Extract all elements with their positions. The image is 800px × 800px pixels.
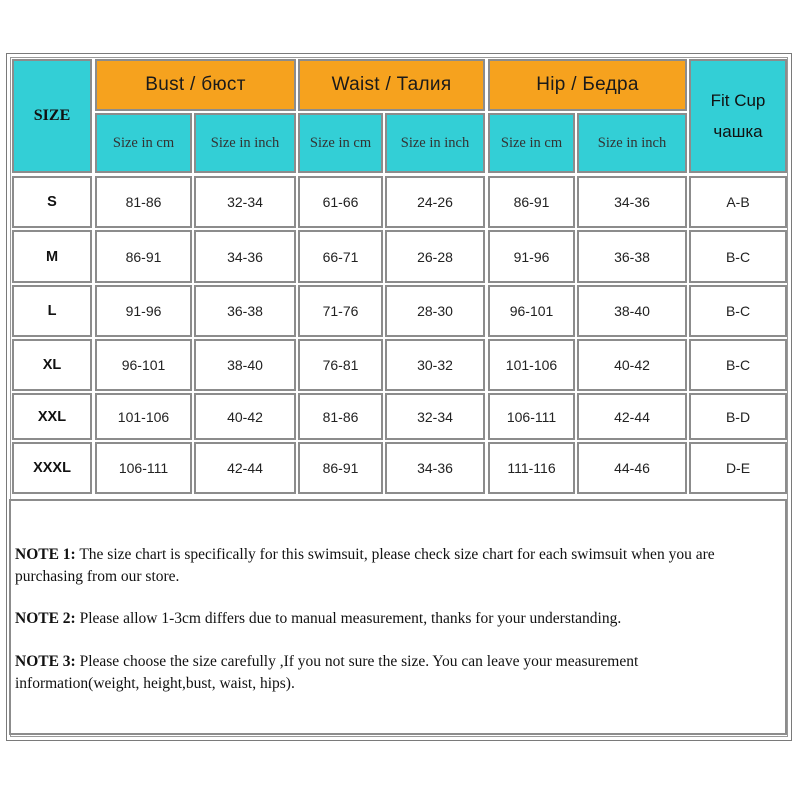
bust-inch-cell: 42-44: [194, 442, 296, 494]
waist-inch-cell: 26-28: [385, 230, 485, 283]
waist-cm-header: Size in cm: [298, 113, 383, 173]
waist-inch-cell: 28-30: [385, 285, 485, 337]
note-3-text: Please choose the size carefully ,If you not sure the size. You can leave your measurement: [79, 653, 639, 670]
waist-cm-cell: 66-71: [298, 230, 383, 283]
size-cell: L: [12, 285, 92, 337]
cup-cell: B-C: [689, 230, 787, 283]
hip-cm-cell: 96-101: [488, 285, 575, 337]
note-1-label: NOTE 1:: [15, 546, 76, 563]
size-cell: M: [12, 230, 92, 283]
hip-inch-cell: 42-44: [577, 393, 687, 440]
hip-inch-cell: 34-36: [577, 176, 687, 228]
waist-inch-cell: 24-26: [385, 176, 485, 228]
waist-header: Waist / Талия: [298, 59, 485, 111]
bust-cm-header: Size in cm: [95, 113, 192, 173]
bust-cm-cell: 81-86: [95, 176, 192, 228]
size-cell: XL: [12, 339, 92, 391]
bust-inch-cell: 34-36: [194, 230, 296, 283]
waist-inch-cell: 30-32: [385, 339, 485, 391]
bust-cm-cell: 106-111: [95, 442, 192, 494]
waist-cm-cell: 76-81: [298, 339, 383, 391]
size-cell: XXXL: [12, 442, 92, 494]
cup-cell: B-D: [689, 393, 787, 440]
cup-cell: A-B: [689, 176, 787, 228]
bust-header: Bust / бюст: [95, 59, 296, 111]
hip-header: Hip / Бедра: [488, 59, 687, 111]
note-2-label: NOTE 2:: [15, 610, 76, 627]
waist-inch-cell: 32-34: [385, 393, 485, 440]
hip-inch-header: Size in inch: [577, 113, 687, 173]
hip-cm-header: Size in cm: [488, 113, 575, 173]
bust-inch-header: Size in inch: [194, 113, 296, 173]
notes-box: [9, 499, 787, 735]
note-3-label: NOTE 3:: [15, 653, 76, 670]
cup-cell: B-C: [689, 285, 787, 337]
hip-inch-cell: 40-42: [577, 339, 687, 391]
bust-cm-cell: 96-101: [95, 339, 192, 391]
hip-cm-cell: 101-106: [488, 339, 575, 391]
note-3-text-line2: information(weight, height,bust, waist, hips).: [15, 675, 295, 692]
bust-inch-cell: 40-42: [194, 393, 296, 440]
note-1-text: The size chart is specifically for this swimsuit, please check size chart for each swimsuit when you are: [79, 546, 715, 563]
hip-cm-cell: 86-91: [488, 176, 575, 228]
note-2-text: Please allow 1-3cm differs due to manual measurement, thanks for your understanding.: [79, 610, 622, 627]
size-cell: XXL: [12, 393, 92, 440]
waist-cm-cell: 81-86: [298, 393, 383, 440]
hip-cm-cell: 111-116: [488, 442, 575, 494]
cup-label-ru: чашка: [713, 122, 763, 141]
note-3-continued: [15, 673, 295, 695]
bust-cm-cell: 91-96: [95, 285, 192, 337]
waist-inch-cell: 34-36: [385, 442, 485, 494]
bust-inch-cell: 32-34: [194, 176, 296, 228]
note-2: [15, 608, 621, 630]
bust-inch-cell: 36-38: [194, 285, 296, 337]
waist-cm-cell: 61-66: [298, 176, 383, 228]
bust-cm-cell: 86-91: [95, 230, 192, 283]
hip-inch-cell: 44-46: [577, 442, 687, 494]
waist-cm-cell: 71-76: [298, 285, 383, 337]
waist-cm-cell: 86-91: [298, 442, 383, 494]
size-cell: S: [12, 176, 92, 228]
bust-cm-cell: 101-106: [95, 393, 192, 440]
cup-cell: B-C: [689, 339, 787, 391]
fit-cup-header: [689, 59, 787, 173]
note-1-continued: [15, 566, 179, 588]
note-1-text-line2: purchasing from our store.: [15, 568, 180, 585]
fit-cup-label: Fit Cup: [710, 91, 766, 110]
bust-inch-cell: 38-40: [194, 339, 296, 391]
cup-cell: D-E: [689, 442, 787, 494]
hip-cm-cell: 106-111: [488, 393, 575, 440]
hip-inch-cell: 38-40: [577, 285, 687, 337]
hip-cm-cell: 91-96: [488, 230, 575, 283]
note-1: [15, 544, 715, 566]
hip-inch-cell: 36-38: [577, 230, 687, 283]
note-3: [15, 651, 638, 673]
size-column-header: SIZE: [12, 59, 92, 173]
waist-inch-header: Size in inch: [385, 113, 485, 173]
